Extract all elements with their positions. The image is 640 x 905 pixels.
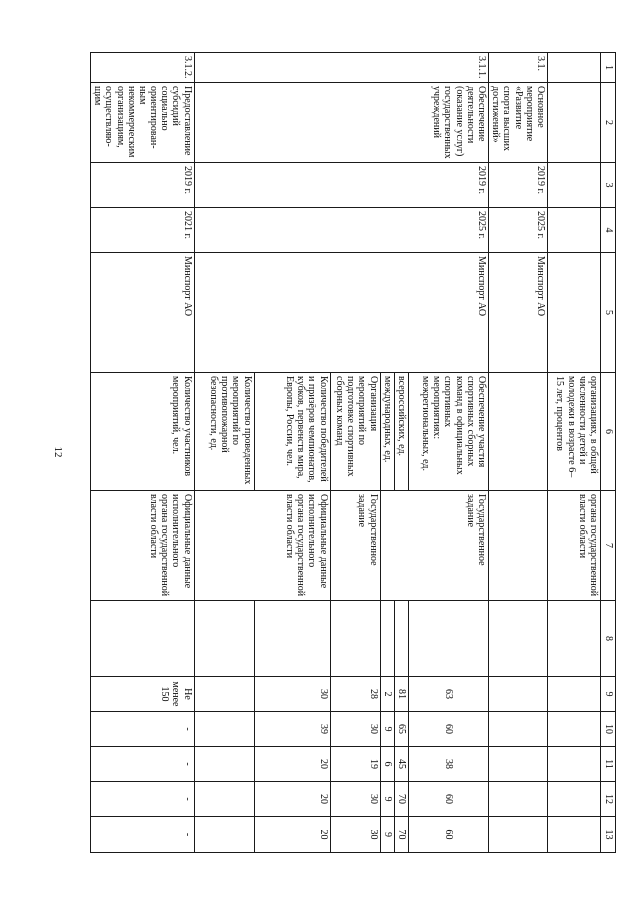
header-cell: 2 xyxy=(601,83,616,163)
source-cell: Государственное задание xyxy=(380,491,488,601)
table-row-3-1-2 xyxy=(91,53,195,853)
source-cell: органа государственной власти области xyxy=(548,491,601,601)
value-cell: 2 xyxy=(380,677,394,712)
end-year: 2021 г. xyxy=(91,208,195,253)
event-name: Основное мероприятие «Развитие спорта высших достижений» xyxy=(489,83,548,163)
indicator-cell: организациях, в общей численности детей и молодежи в возрасте 6–15 лет, процентов xyxy=(548,373,601,491)
rotated-page xyxy=(92,52,616,852)
value-cell: 30 xyxy=(330,817,380,853)
program-table xyxy=(90,52,616,853)
header-cell: 13 xyxy=(601,817,616,853)
header-cell: 12 xyxy=(601,782,616,817)
value-cell: 9 xyxy=(380,712,394,747)
value-cell: 65 xyxy=(394,712,408,747)
value-cell: 28 xyxy=(330,677,380,712)
indicator-cell: международных, ед. xyxy=(380,373,394,491)
indicator-cell: Количество победителей и призёров чемпионатов, кубков, первенств мира, Европы, России, чел. xyxy=(254,373,330,491)
indicator-cell: всероссийских, ед. xyxy=(394,373,408,491)
value-cell: 60 xyxy=(409,817,489,853)
header-cell: 6 xyxy=(601,373,616,491)
source-cell: Официальные данные исполнительного органа государственной власти области xyxy=(194,491,330,601)
start-year: 2019 г. xyxy=(194,163,488,208)
value-cell: 9 xyxy=(380,782,394,817)
value-cell: 9 xyxy=(380,817,394,853)
table-row-continuation xyxy=(548,53,601,853)
header-cell: 9 xyxy=(601,677,616,712)
header-cell: 7 xyxy=(601,491,616,601)
executor: Минспорт АО xyxy=(91,253,195,373)
row-number: 3.1.1. xyxy=(194,53,488,83)
value-cell: 19 xyxy=(330,747,380,782)
header-cell: 4 xyxy=(601,208,616,253)
executor: Минспорт АО xyxy=(489,253,548,373)
row-number: 3.1.2. xyxy=(91,53,195,83)
indicator-cell: Количество проведенных мероприятий по противопожарной безопасности, ед. xyxy=(194,373,254,491)
header-cell: 5 xyxy=(601,253,616,373)
start-year: 2019 г. xyxy=(489,163,548,208)
source-cell: Официальные данные исполнительного органа государственной власти области xyxy=(91,491,195,601)
value-cell: 30 xyxy=(254,677,330,712)
event-name: Обеспечение деятельности (оказание услуг) государственных учреждений xyxy=(194,83,488,163)
indicator-cell: Организация мероприятий по подготовке спортивных сборных команд xyxy=(330,373,380,491)
value-cell: 20 xyxy=(254,747,330,782)
value-cell: 60 xyxy=(409,782,489,817)
indicator-cell: Количество участников мероприятий, чел. xyxy=(91,373,195,491)
table-row-3-1 xyxy=(489,53,548,853)
value-cell: 20 xyxy=(254,782,330,817)
value-cell: 70 xyxy=(394,782,408,817)
value-cell: 30 xyxy=(330,712,380,747)
header-cell: 11 xyxy=(601,747,616,782)
value-cell: - xyxy=(91,782,195,817)
end-year: 2025 г. xyxy=(194,208,488,253)
indicator-cell: Обеспечение участия спортивных сборных команд в официальных спортивных мероприятиях: межрегиональных, ед. xyxy=(409,373,489,491)
row-number: 3.1. xyxy=(489,53,548,83)
source-cell: Государственное задание xyxy=(330,491,380,601)
header-cell: 1 xyxy=(601,53,616,83)
value-cell: 63 xyxy=(409,677,489,712)
header-cell: 8 xyxy=(601,601,616,677)
executor: Минспорт АО xyxy=(194,253,488,373)
end-year: 2025 г. xyxy=(489,208,548,253)
header-cell: 3 xyxy=(601,163,616,208)
value-cell: 60 xyxy=(409,712,489,747)
page-number: 12 xyxy=(52,446,64,458)
value-cell: - xyxy=(91,747,195,782)
header-cell: 10 xyxy=(601,712,616,747)
value-cell: - xyxy=(91,712,195,747)
table-row-3-1-1 xyxy=(409,53,489,853)
value-cell: Не менее 150 xyxy=(91,677,195,712)
value-cell: 6 xyxy=(380,747,394,782)
start-year: 2019 г. xyxy=(91,163,195,208)
value-cell: 45 xyxy=(394,747,408,782)
value-cell: 70 xyxy=(394,817,408,853)
header-row xyxy=(601,53,616,853)
value-cell: 38 xyxy=(409,747,489,782)
value-cell: 81 xyxy=(394,677,408,712)
value-cell: 39 xyxy=(254,712,330,747)
value-cell: 30 xyxy=(330,782,380,817)
value-cell: - xyxy=(91,817,195,853)
value-cell: 20 xyxy=(254,817,330,853)
event-name: Предоставление субсидий социально ориентирован-ным некоммерческим организациям, осуществляю-щим xyxy=(91,83,195,163)
